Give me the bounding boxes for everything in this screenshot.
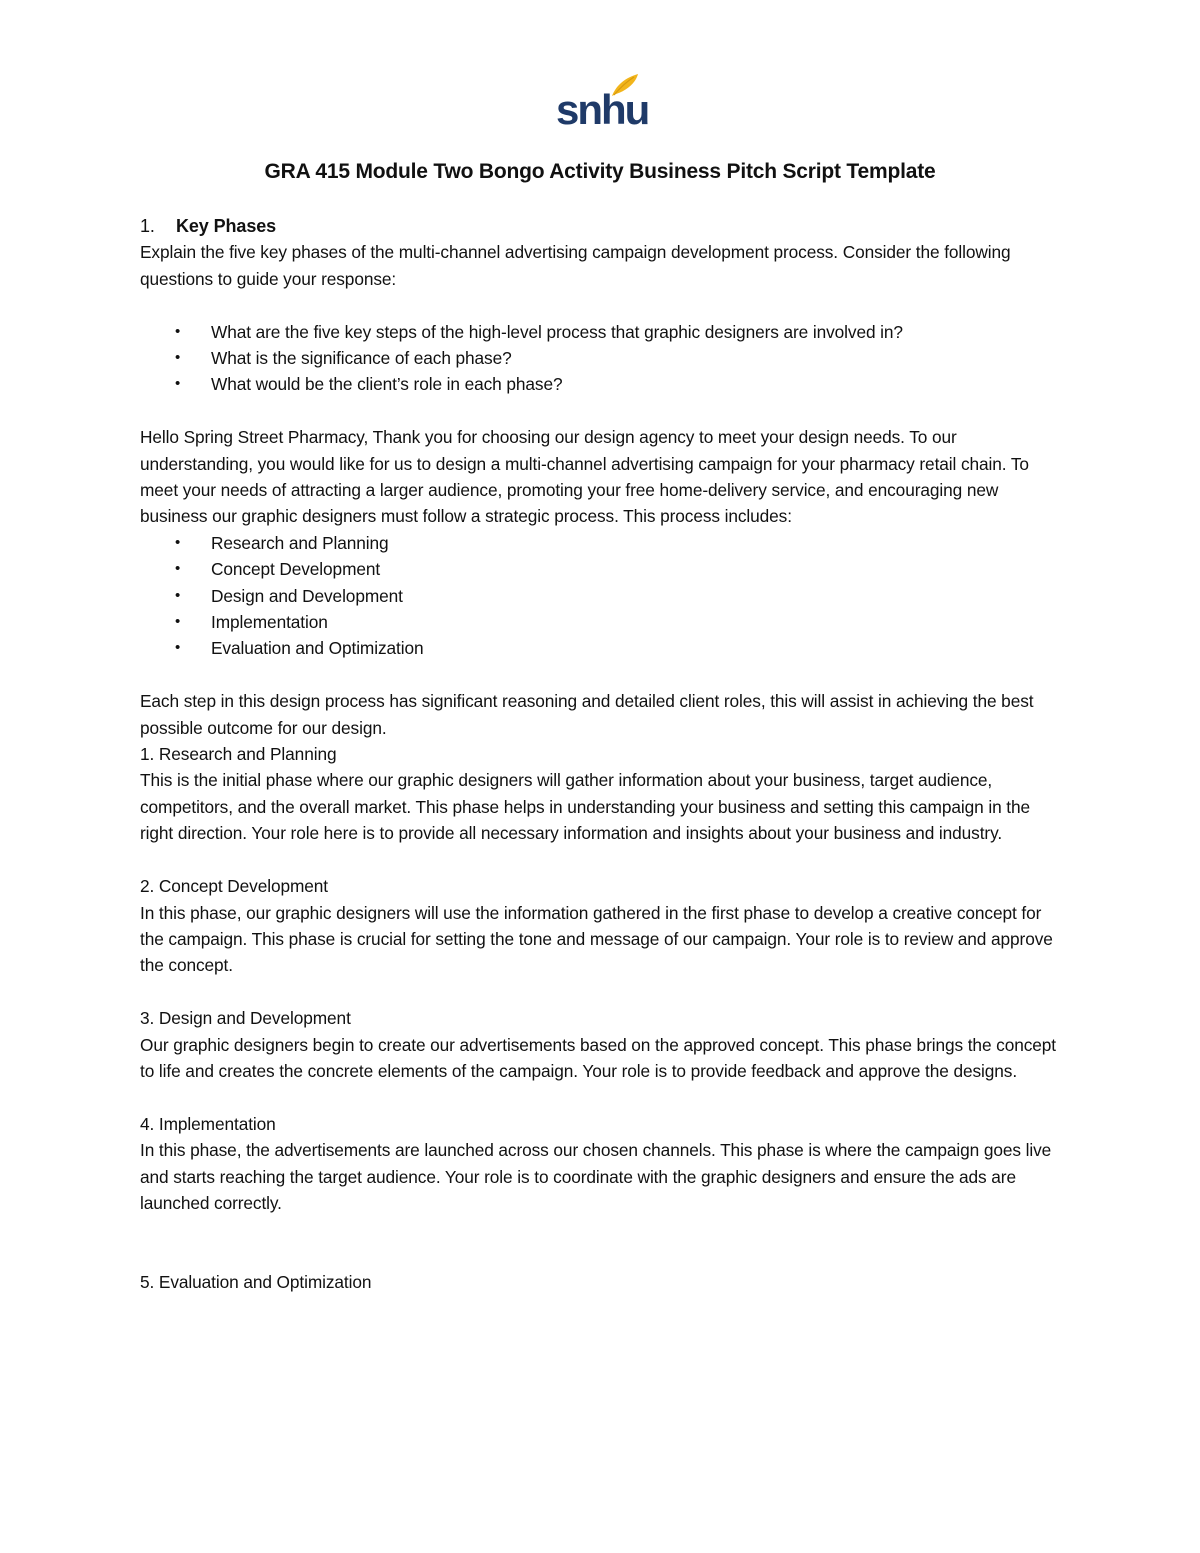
phase-body: Our graphic designers begin to create our advertisements based on the approved concept. This phase brings the concept to life and creates the concrete elements of the campaign. Your role is to provide feedback and approve the designs.	[140, 1034, 1056, 1081]
bullet-icon: •	[175, 349, 181, 367]
phase-body: In this phase, the advertisements are launched across our chosen channels. This phase is where the campaign goes live and starts reaching the target audience. Your role is to coordinate with the graphic designers and ensure the ads are launched correctly.	[140, 1140, 1052, 1213]
list-item: • What would be the client’s role in each phase?	[140, 371, 1060, 397]
process-steps	[140, 530, 1060, 662]
list-item: • What is the significance of each phase?	[140, 345, 1060, 371]
phase-title: 1. Research and Planning	[140, 744, 337, 765]
list-item: • What are the five key steps of the high-level process that graphic designers are involved in?	[140, 319, 1060, 345]
snhu-logo	[552, 72, 649, 136]
bullet-icon: •	[175, 613, 181, 631]
bullet-icon: •	[175, 375, 181, 393]
prompt-questions	[140, 319, 1060, 398]
phase-body: In this phase, our graphic designers will use the information gathered in the first phase to develop a creative concept for the campaign. This phase is crucial for setting the tone and message of our campaign. Your role is to review and approve the concept.	[140, 902, 1053, 976]
bullet-icon: •	[175, 560, 181, 578]
list-item: • Design and Development	[140, 583, 1060, 609]
phase-title: 4. Implementation	[140, 1113, 276, 1134]
phase-title: 5. Evaluation and Optimization	[140, 1272, 372, 1293]
bullet-icon: •	[175, 639, 181, 657]
list-item: • Evaluation and Optimization	[140, 635, 1060, 661]
list-item: • Implementation	[140, 609, 1060, 635]
document-title: GRA 415 Module Two Bongo Activity Business Pitch Script Template	[264, 160, 936, 183]
document-body	[140, 213, 1060, 1296]
list-item: • Concept Development	[140, 556, 1060, 582]
logo-wordmark: snhu	[556, 86, 649, 133]
response-intro: Hello Spring Street Pharmacy, Thank you for choosing our design agency to meet your design needs. To our understanding, you would like for us to design a multi-channel advertising campaign for your pharmacy retail chain. To meet your needs of attracting a larger audience, promoting your free home-delivery service, and encouraging new business our graphic designers must follow a strategic process. This process includes:	[140, 427, 1029, 527]
bullet-icon: •	[175, 586, 181, 604]
section-heading	[140, 213, 1060, 239]
section-number: 1.	[140, 216, 155, 236]
bullet-icon: •	[175, 322, 181, 340]
phase-title: 3. Design and Development	[140, 1008, 351, 1029]
prompt-intro: Explain the five key phases of the multi-channel advertising campaign development process. Consider the following questions to guide your response:	[140, 242, 1011, 289]
list-item: • Research and Planning	[140, 530, 1060, 556]
section-heading-text: Key Phases	[176, 216, 277, 236]
phase-title: 2. Concept Development	[140, 876, 329, 897]
phase-body: This is the initial phase where our graphic designers will gather information about your business, target audience, competitors, and the overall market. This phase helps in understanding your business and setting this campaign in the right direction. Your role here is to provide all necessary information and insights about your business and industry.	[140, 770, 1031, 844]
bullet-icon: •	[175, 533, 181, 551]
transition-paragraph: Each step in this design process has significant reasoning and detailed client roles, this will assist in achieving the best possible outcome for our design.	[140, 691, 1034, 738]
